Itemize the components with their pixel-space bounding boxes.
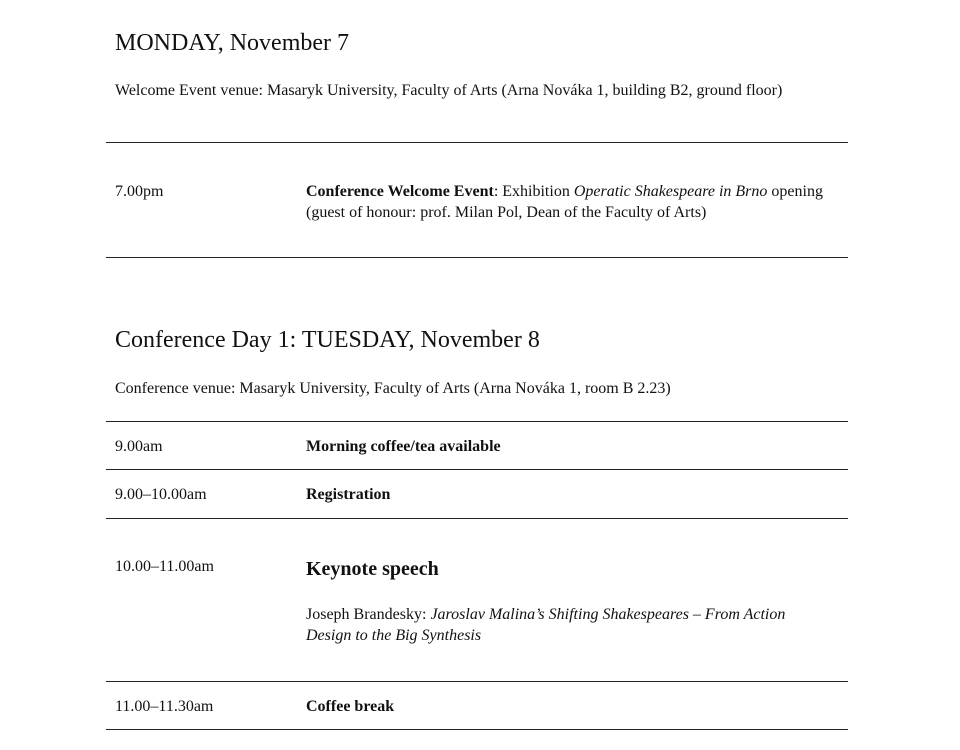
welcome-event-time: 7.00pm [115, 183, 164, 200]
row-time: 10.00–11.00am [115, 558, 214, 575]
monday-venue: Welcome Event venue: Masaryk University, Faculty of Arts (Arna Nováka 1, building B2, ground floor) [115, 82, 783, 99]
row-time: 9.00am [115, 438, 163, 455]
keynote-talk-title: Jaroslav Malina’s Shifting Shakespeares – From Action Design to the Big Synthesis [306, 606, 786, 644]
divider [106, 681, 848, 682]
divider [106, 142, 848, 143]
tuesday-venue: Conference venue: Masaryk University, Faculty of Arts (Arna Nováka 1, room B 2.23) [115, 380, 671, 397]
row-time: 11.00–11.30am [115, 698, 214, 715]
monday-heading: MONDAY, November 7 [115, 30, 349, 56]
keynote-speaker: Joseph Brandesky: [306, 606, 431, 623]
divider [106, 421, 848, 422]
divider [106, 469, 848, 470]
row-title: Coffee break [306, 698, 395, 715]
welcome-event-description [306, 181, 846, 223]
keynote-title: Keynote speech [306, 558, 439, 580]
exhibition-title: Operatic Shakespeare in Brno [573, 183, 768, 200]
divider [106, 729, 848, 730]
tuesday-heading: Conference Day 1: TUESDAY, November 8 [115, 327, 540, 353]
row-time: 9.00–10.00am [115, 486, 207, 503]
welcome-event-text: : Exhibition [493, 183, 574, 200]
welcome-event-text-after: opening (guest of honour: prof. Milan Pol, Dean of the Faculty of Arts) [306, 183, 823, 221]
row-title: Morning coffee/tea available [306, 438, 501, 455]
keynote-description [306, 604, 806, 646]
row-title: Registration [306, 486, 391, 503]
welcome-event-title: Conference Welcome Event [306, 183, 494, 200]
divider [106, 257, 848, 258]
divider [106, 518, 848, 519]
